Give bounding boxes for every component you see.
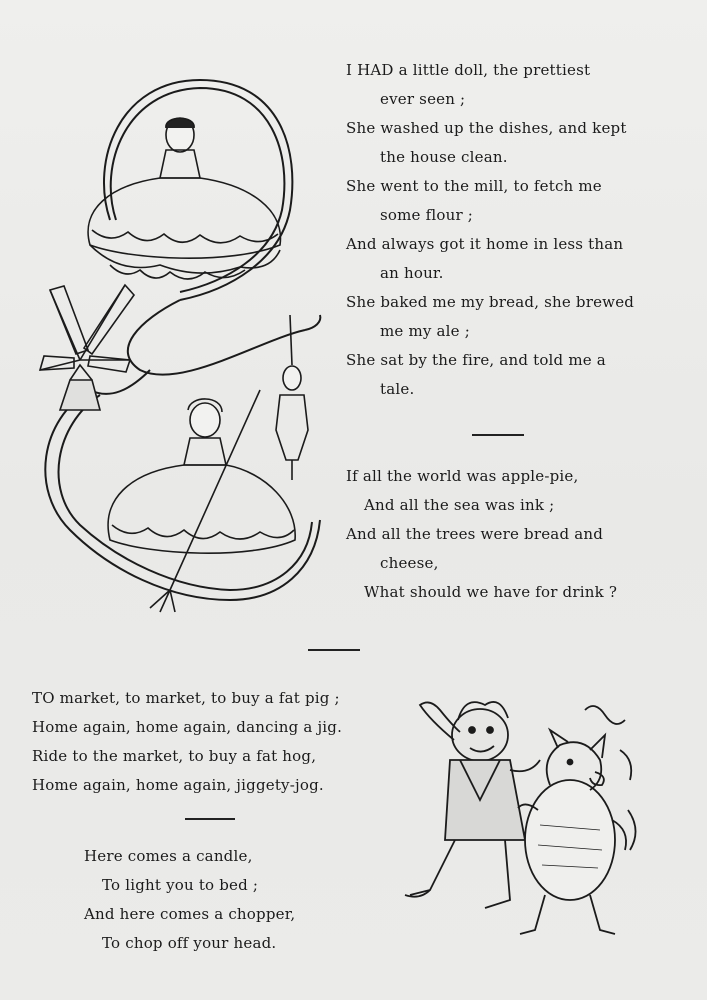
poem-line: me my ale ;: [380, 322, 470, 340]
poem-line: She went to the mill, to fetch me: [346, 177, 602, 195]
poem-line: And here comes a chopper,: [84, 905, 296, 923]
poem-to-market: [32, 684, 392, 800]
poem-here-comes-a-candle: [84, 842, 344, 958]
poem-line: cheese,: [380, 554, 439, 572]
doll-illustration: [30, 60, 330, 620]
poem-line: She sat by the fire, and told me a: [346, 351, 606, 369]
poem-line: To chop off your head.: [102, 934, 277, 952]
poem-line: some flour ;: [380, 206, 474, 224]
poem-line: And all the trees were bread and: [346, 525, 604, 543]
section-divider: [472, 434, 524, 436]
poem-line: ever seen ;: [380, 90, 466, 108]
poem-line: What should we have for drink ?: [364, 583, 618, 601]
poem-line: Here comes a candle,: [84, 847, 253, 865]
poem-line: Home again, home again, dancing a jig.: [32, 718, 343, 736]
section-divider: [308, 649, 360, 651]
poem-apple-pie: [346, 462, 666, 607]
poem-line: tale.: [380, 380, 415, 398]
section-divider: [185, 818, 235, 820]
poem-line: TO market, to market, to buy a fat pig ;: [32, 689, 340, 707]
poem-line: the house clean.: [380, 148, 508, 166]
poem-little-doll: [346, 56, 656, 404]
poem-line: If all the world was apple-pie,: [346, 467, 579, 485]
pig-dance-illustration: [390, 690, 650, 950]
poem-line: I HAD a little doll, the prettiest: [346, 61, 591, 79]
poem-line: And all the sea was ink ;: [364, 496, 555, 514]
poem-line: She baked me my bread, she brewed: [346, 293, 635, 311]
poem-line: She washed up the dishes, and kept: [346, 119, 627, 137]
poem-line: And always got it home in less than: [346, 235, 624, 253]
poem-line: an hour.: [380, 264, 444, 282]
poem-line: To light you to bed ;: [102, 876, 259, 894]
poem-line: Ride to the market, to buy a fat hog,: [32, 747, 317, 765]
poem-line: Home again, home again, jiggety-jog.: [32, 776, 324, 794]
